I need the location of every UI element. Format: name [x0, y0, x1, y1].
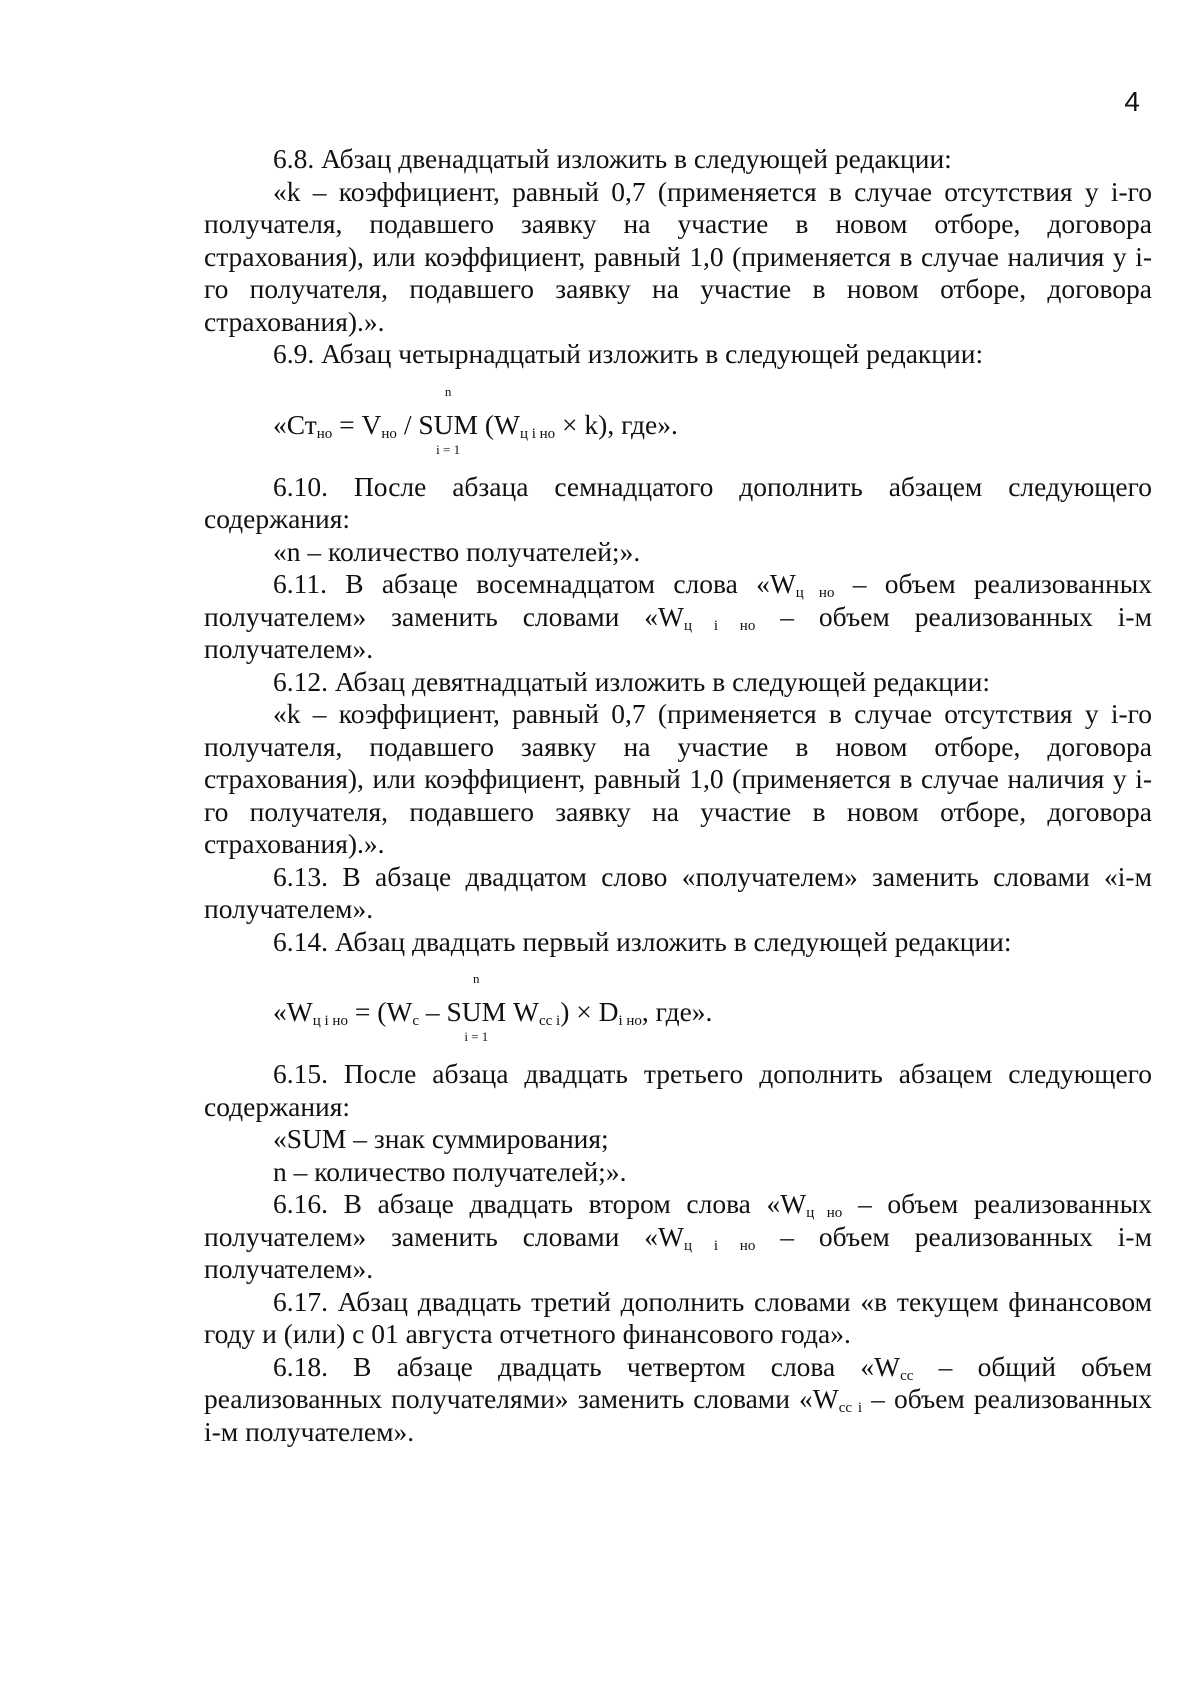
formula-st: «$Ст_{но} = V_{но}$ / n SUM i = 1 $(W_{ц i но} \times k)$, где». — [273, 383, 678, 457]
paragraph-6-13: 6.13. В абзаце двадцатом слово «получателем» заменить словами «i-м получателем». — [204, 860, 1152, 924]
paragraph-6-15-sum-definition: «SUM – знак суммирования; — [273, 1123, 609, 1154]
paragraph-6-15: 6.15. После абзаца двадцать третьего дополнить абзацем следующего содержания: — [204, 1058, 1152, 1122]
paragraph-6-17: 6.17. Абзац двадцать третий дополнить словами «в текущем финансовом году и (или) с 01 августа отчетного финансового года». — [204, 1285, 1152, 1349]
paragraph-6-12: 6.12. Абзац девятнадцатый изложить в следующей редакции: — [273, 665, 991, 697]
sum-operator: n SUM i = 1 — [446, 971, 507, 1044]
paragraph-6-15-n-definition: n – количество получателей;». — [273, 1155, 627, 1187]
paragraph-6-8: 6.8. Абзац двенадцатый изложить в следующей редакции: — [273, 143, 952, 174]
formula-w: «$W_{ц i но} = (W_с$ – n SUM i = 1 $W_{сс i}) \times D_{i но}$, где». — [273, 971, 713, 1044]
paragraph-6-18: 6.18. В абзаце двадцать четвертом слова «$W_{сс}$ – общий объем реализованных получателями» заменить словами «$W_{сс i}$ – объем реализованных i-м получателем». — [204, 1350, 1152, 1447]
paragraph-6-16: 6.16. В абзаце двадцать втором слова «$W_{ц но}$ – объем реализованных получателем» заменить словами «$W_{ц i но}$ – объем реализованных i-м получателем». — [204, 1188, 1152, 1284]
paragraph-6-10: 6.10. После абзаца семнадцатого дополнить абзацем следующего содержания: — [204, 470, 1152, 534]
page-number: 4 — [1124, 86, 1140, 117]
sum-operator: n SUM i = 1 — [418, 383, 478, 457]
paragraph-6-11: 6.11. В абзаце восемнадцатом слова «$W_{ц но}$ – объем реализованных получателем» заменить словами «$W_{ц i но}$ – объем реализованных i-м получателем». — [204, 568, 1152, 664]
paragraph-6-10-n-definition: «n – количество получателей;». — [273, 535, 641, 567]
document-body — [204, 143, 1152, 1448]
paragraph-6-12-k-definition: «k – коэффициент, равный 0,7 (применяется в случае отсутствия у i-го получателя, подавшего заявку на участие в новом отборе, договора страхования), или коэффициент, равный 1,0 (применяется в случае наличия у i-го получателя, подавшего заявку на участие в новом отборе, договора страхования).». — [204, 698, 1152, 859]
paragraph-6-9: 6.9. Абзац четырнадцатый изложить в следующей редакции: — [273, 338, 984, 369]
paragraph-6-8-k-definition: «k – коэффициент, равный 0,7 (применяется в случае отсутствия у i-го получателя, подавшего заявку на участие в новом отборе, договора страхования), или коэффициент, равный 1,0 (применяется в случае наличия у i-го получателя, подавшего заявку на участие в новом отборе, договора страхования).». — [204, 175, 1152, 337]
paragraph-6-14: 6.14. Абзац двадцать первый изложить в следующей редакции: — [273, 925, 1012, 957]
